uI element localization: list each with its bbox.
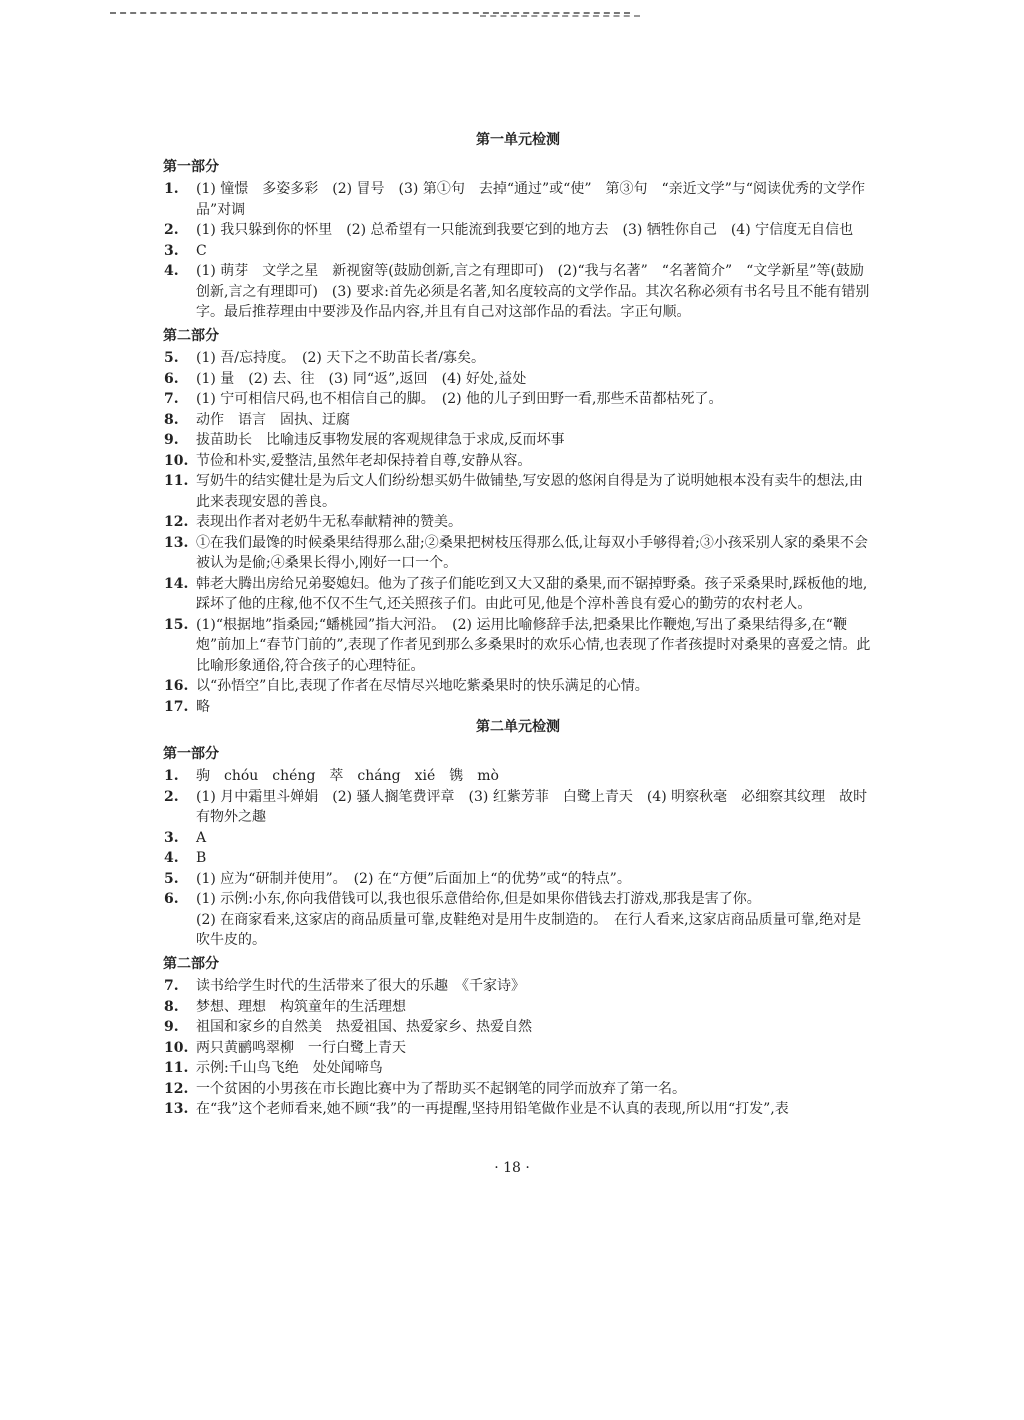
answer-item	[164, 389, 872, 410]
answer-number: 16.	[164, 678, 189, 694]
answer-number: 3.	[164, 829, 179, 846]
answer-number: 8.	[164, 998, 179, 1015]
answer-item	[164, 697, 872, 718]
answer-number: 10.	[164, 1039, 189, 1056]
answer-item	[164, 997, 872, 1018]
answer-number: 3.	[164, 242, 179, 259]
answer-text: 以“孙悟空”自比,表现了作者在尽情尽兴地吃紫桑果时的快乐满足的心情。	[196, 678, 649, 694]
answer-number: 9.	[164, 432, 179, 448]
unit1-part2-heading: 第二部分	[163, 327, 219, 344]
answer-number: 11.	[164, 473, 189, 489]
answer-item	[164, 1079, 872, 1100]
answer-number: 7.	[164, 391, 179, 407]
answer-item	[164, 512, 872, 533]
answer-text: 读书给学生时代的生活带来了很大的乐趣 《千家诗》	[196, 978, 525, 994]
answer-number: 5.	[164, 870, 179, 887]
answer-item	[164, 787, 872, 828]
answer-text: 节俭和朴实,爱整洁,虽然年老却保持着自尊,安静从容。	[196, 452, 532, 469]
answer-number: 6.	[164, 891, 179, 907]
answer-item	[164, 828, 872, 849]
answer-text: 梦想、理想 构筑童年的生活理想	[196, 998, 406, 1015]
unit2-part1-heading: 第一部分	[163, 745, 219, 762]
answer-text: (1) 量 (2) 去、往 (3) 同“返”,返回 (4) 好处,益处	[196, 370, 527, 387]
answer-item	[164, 410, 872, 431]
answer-number: 12.	[164, 514, 189, 530]
answer-item	[164, 869, 872, 890]
answer-number: 11.	[164, 1060, 189, 1076]
answer-item	[164, 348, 872, 369]
answer-text: 祖国和家乡的自然美 热爱祖国、热爱家乡、热爱自然	[196, 1019, 532, 1035]
answer-item	[164, 848, 872, 869]
answer-item	[164, 766, 872, 787]
answer-item	[164, 241, 872, 262]
answer-text: (1) 月中霜里斗婵娟 (2) 骚人搁笔费评章 (3) 红紫芳菲 白鹭上青天 (4) 明察秋毫 必细察其纹理 故时有物外之趣	[196, 788, 868, 825]
answer-text: (1) 应为“研制并使用”。 (2) 在“方便”后面加上“的优势”或“的特点”。	[196, 870, 631, 887]
answer-number: 12.	[164, 1080, 189, 1097]
answer-text: 略	[196, 698, 210, 715]
answer-item	[164, 369, 872, 390]
answer-text: 一个贫困的小男孩在市长跑比赛中为了帮助买不起钢笔的同学而放弃了第一名。	[196, 1080, 686, 1097]
answer-page	[164, 128, 872, 1120]
unit1-part1-heading: 第一部分	[163, 158, 219, 175]
answer-number: 5.	[164, 350, 179, 366]
answer-text: 表现出作者对老奶牛无私奉献精神的赞美。	[196, 514, 462, 530]
unit1-part2-list	[164, 348, 872, 717]
answer-item	[164, 1038, 872, 1059]
answer-number: 2.	[164, 222, 179, 238]
answer-text: C	[196, 242, 207, 259]
answer-item	[164, 261, 872, 323]
answer-item	[164, 533, 872, 574]
answer-number: 14.	[164, 575, 189, 592]
answer-text: 在“我”这个老师看来,她不顾“我”的一再提醒,坚持用铅笔做作业是不认真的表现,所以用“打发”,表	[196, 1101, 789, 1117]
answer-text: 示例:千山鸟飞绝 处处闻啼鸟	[196, 1060, 383, 1076]
answer-text: ①在我们最馋的时候桑果结得那么甜;②桑果把树枝压得那么低,让每双小手够得着;③小孩采别人家的桑果不会被认为是偷;④桑果长得小,刚好一口一个。	[196, 534, 868, 571]
answer-text: (1) 憧憬 多姿多彩 (2) 冒号 (3) 第①句 去掉“通过”或“使” 第③句 “亲近文学”与“阅读优秀的文学作品”对调	[196, 181, 865, 218]
answer-number: 17.	[164, 698, 189, 715]
answer-number: 4.	[164, 263, 179, 279]
scan-edge-mark	[480, 15, 640, 17]
answer-number: 6.	[164, 370, 179, 387]
answer-text: (1) 萌芽 文学之星 新视窗等(鼓励创新,言之有理即可) (2)“我与名著” “名著简介” “文学新星”等(鼓励创新,言之有理即可) (3) 要求:首先必须是名著,知名度较高的文学作品。其次名称必须有书名号且不能有错别字。最后推荐理由中要涉及作品内容,并且有自己对这部作品的看法。字正句顺。	[196, 263, 870, 320]
unit2-part2-heading: 第二部分	[163, 955, 219, 972]
answer-text: (1) 吾/忘持度。 (2) 天下之不助苗长者/寡矣。	[196, 350, 485, 366]
answer-item	[164, 1058, 872, 1079]
answer-number: 13.	[164, 534, 189, 551]
answer-number: 1.	[164, 181, 179, 197]
answer-number: 8.	[164, 411, 179, 428]
scan-edge-mark	[110, 12, 630, 14]
answer-text: 韩老大腾出房给兄弟娶媳妇。他为了孩子们能吃到又大又甜的桑果,而不锯掉野桑。孩子采桑果时,踩板他的地,踩坏了他的庄稼,他不仅不生气,还关照孩子们。由此可见,他是个淳朴善良有爱心的勤劳的农村老人。	[196, 575, 868, 612]
answer-number: 2.	[164, 788, 179, 805]
answer-item	[164, 976, 872, 997]
answer-text: (1) 示例:小东,你向我借钱可以,我也很乐意借给你,但是如果你借钱去打游戏,那我是害了你。 (2) 在商家看来,这家店的商品质量可靠,皮鞋绝对是用牛皮制造的。 在行人看来,这家店商品质量可靠,绝对是吹牛皮的。	[196, 891, 862, 948]
answer-number: 7.	[164, 978, 179, 994]
answer-item	[164, 451, 872, 472]
answer-number: 15.	[164, 616, 189, 633]
answer-item	[164, 889, 872, 951]
unit2-title: 第二单元检测	[476, 719, 560, 735]
answer-item	[164, 676, 872, 697]
answer-item	[164, 615, 872, 677]
answer-text: 两只黄鹂鸣翠柳 一行白鹭上青天	[196, 1039, 406, 1056]
answer-text: (1) 宁可相信尺码,也不相信自己的脚。 (2) 他的儿子到田野一看,那些禾苗都枯死了。	[196, 391, 723, 407]
unit1-part1-list	[164, 179, 872, 323]
answer-text: 拔苗助长 比喻违反事物发展的客观规律急于求成,反而坏事	[196, 432, 565, 448]
answer-text: 动作 语言 固执、迂腐	[196, 411, 350, 428]
answer-text: 写奶牛的结实健壮是为后文人们纷纷想买奶牛做铺垫,写安恩的悠闲自得是为了说明她根本没有卖牛的想法,由此来表现安恩的善良。	[196, 473, 863, 510]
answer-text: A	[196, 829, 207, 846]
answer-text: 驹 chóu chéng 萃 cháng xié 镌 mò	[196, 768, 499, 784]
answer-item	[164, 1017, 872, 1038]
answer-item	[164, 220, 872, 241]
unit1-title: 第一单元检测	[476, 132, 560, 148]
answer-number: 1.	[164, 768, 179, 784]
answer-number: 10.	[164, 452, 189, 469]
answer-item	[164, 574, 872, 615]
answer-text: (1) 我只躲到你的怀里 (2) 总希望有一只能流到我要它到的地方去 (3) 牺牲你自己 (4) 宁信度无自信也	[196, 222, 854, 238]
answer-item	[164, 430, 872, 451]
answer-number: 9.	[164, 1019, 179, 1035]
answer-text: (1)“根据地”指桑园;“蟠桃园”指大河沿。 (2) 运用比喻修辞手法,把桑果比作鞭炮,写出了桑果结得多,在“鞭炮”前加上“春节门前的”,表现了作者见到那么多桑果时的欢乐心情,也表现了作者孩提时对桑果的喜爱之情。此比喻形象通俗,符合孩子的心理特征。	[196, 616, 871, 674]
answer-item	[164, 179, 872, 220]
unit2-part2-list	[164, 976, 872, 1120]
answer-item	[164, 1099, 872, 1120]
page-number: · 18 ·	[494, 1160, 530, 1176]
answer-text: B	[196, 850, 207, 866]
answer-item	[164, 471, 872, 512]
answer-number: 13.	[164, 1101, 189, 1117]
answer-number: 4.	[164, 850, 179, 866]
unit2-part1-list	[164, 766, 872, 951]
